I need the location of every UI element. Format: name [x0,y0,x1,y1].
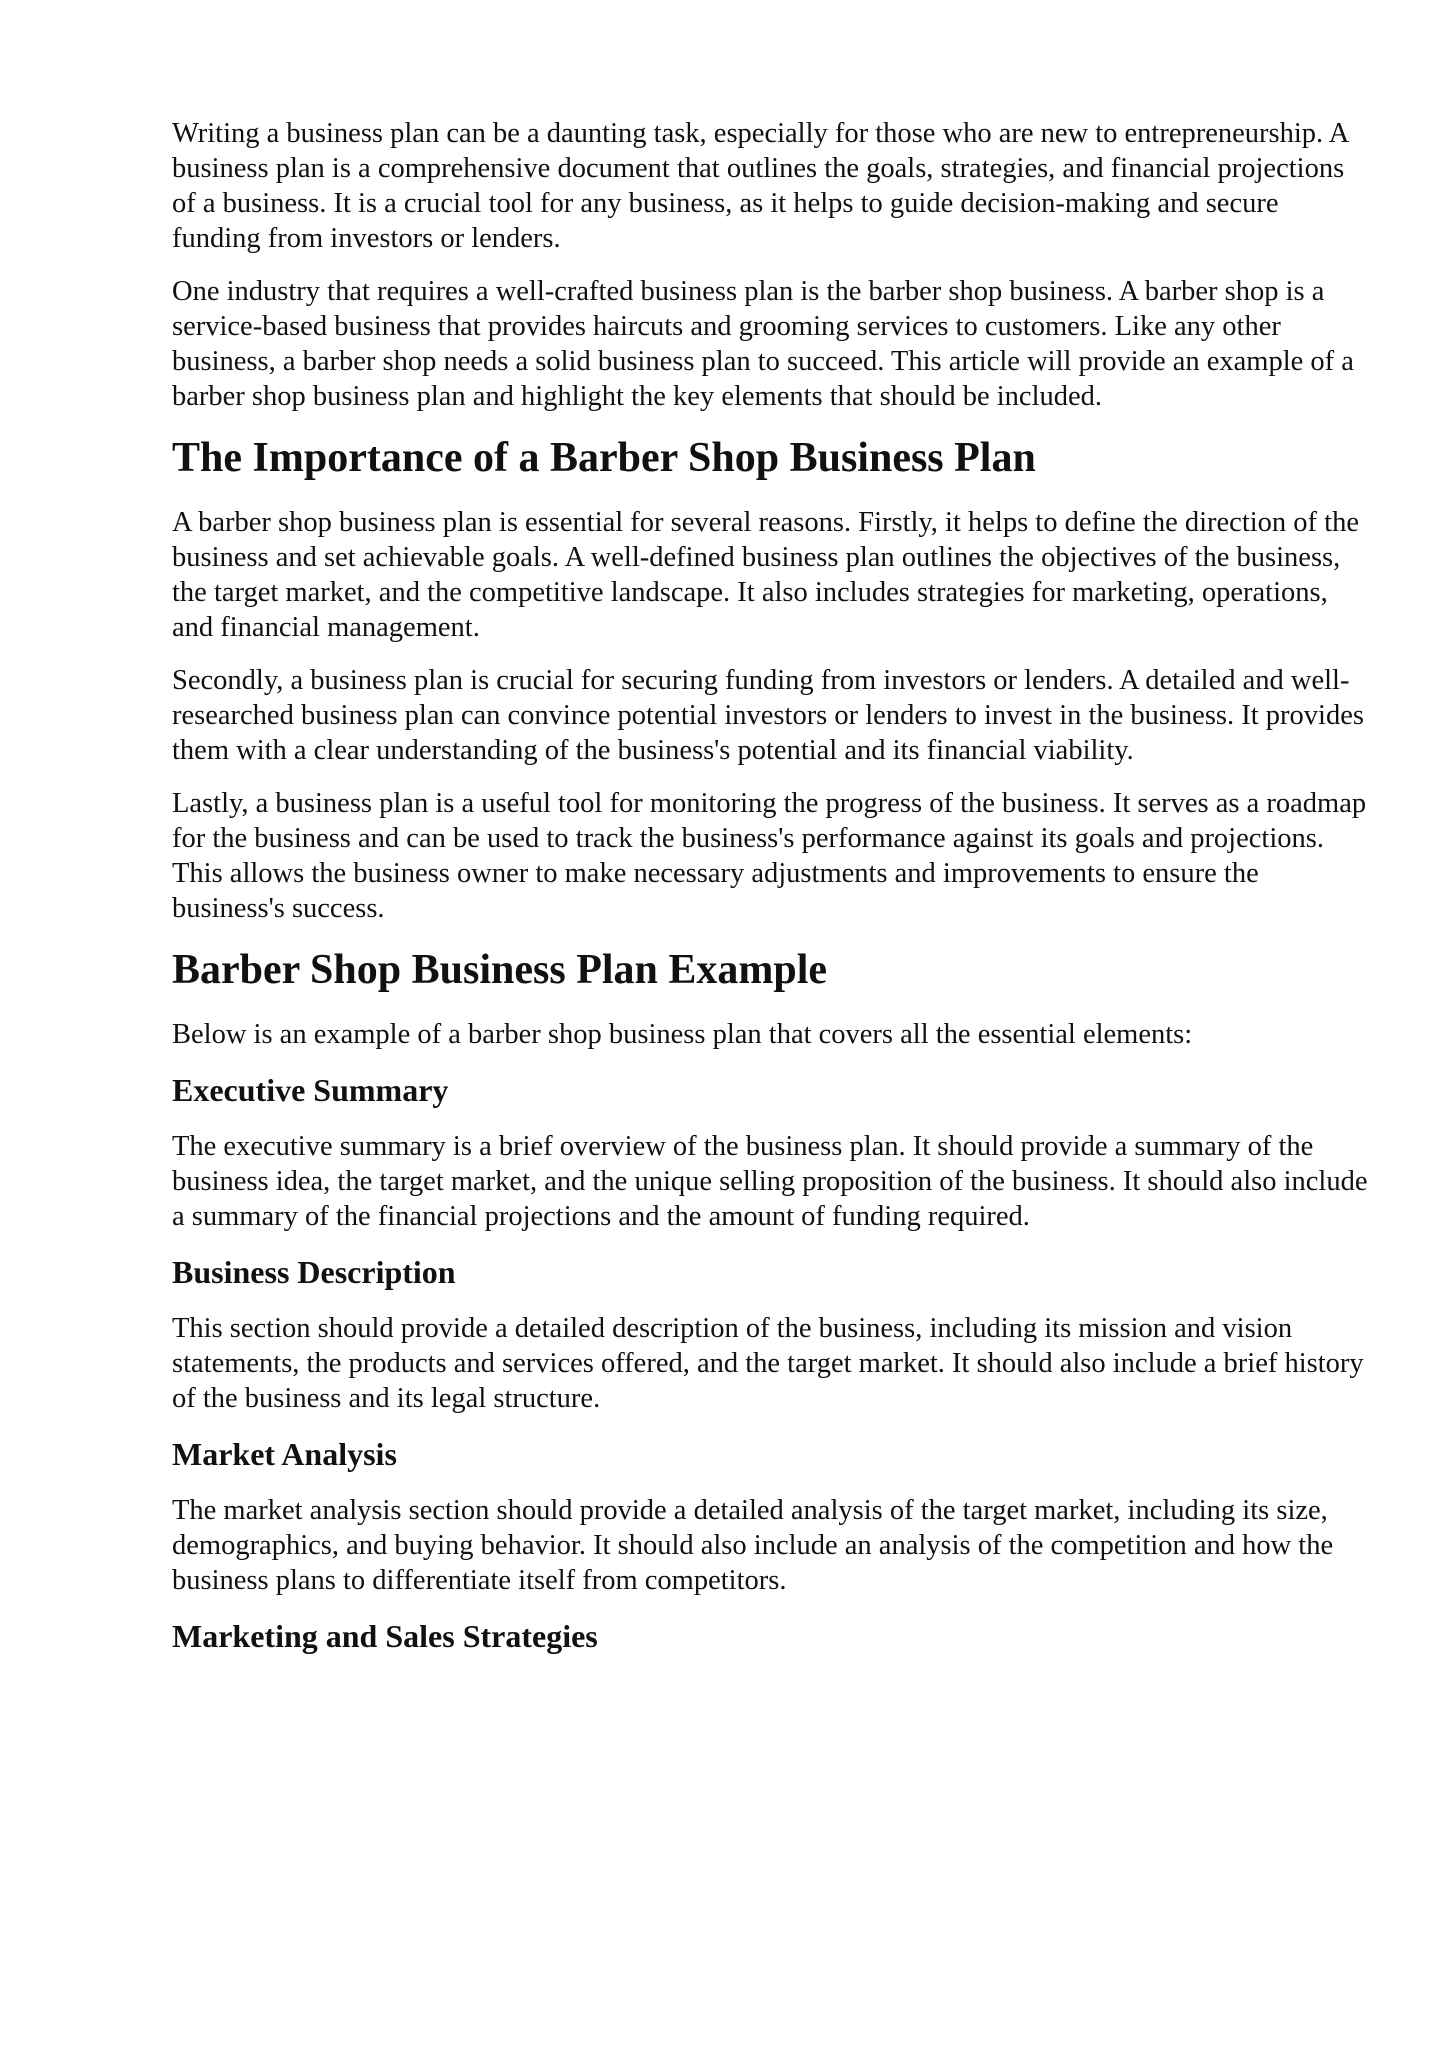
importance-paragraph-3: Lastly, a business plan is a useful tool for monitoring the progress of the business. It serves as a roadmap for the business and can be used to track the business's performance against its goals and projections. This allows the business owner to make necessary adjustments and improvements to ensure the business's success. [172,788,1367,924]
executive-summary-paragraph: The executive summary is a brief overview of the business plan. It should provide a summary of the business idea, the target market, and the unique selling proposition of the business. It should also include a summary of the financial projections and the amount of funding required. [172,1131,1368,1232]
marketing-sales-heading: Marketing and Sales Strategies [172,1618,598,1654]
intro-paragraph-1: Writing a business plan can be a daunting task, especially for those who are new to entrepreneurship. A business plan is a comprehensive document that outlines the goals, strategies, and financial projections of a business. It is a crucial tool for any business, as it helps to guide decision-making and secure funding from investors or lenders. [172,118,1348,254]
example-heading: Barber Shop Business Plan Example [172,947,828,993]
executive-summary-heading: Executive Summary [172,1072,449,1108]
importance-paragraph-2: Secondly, a business plan is crucial for securing funding from investors or lenders. A detailed and well-researched business plan can convince potential investors or lenders to invest in the business. It provides them with a clear understanding of the business's potential and its financial viability. [172,665,1364,766]
business-description-heading: Business Description [172,1254,456,1290]
importance-paragraph-1: A barber shop business plan is essential for several reasons. Firstly, it helps to define the direction of the business and set achievable goals. A well-defined business plan outlines the objectives of the business, the target market, and the competitive landscape. It also includes strategies for marketing, operations, and financial management. [172,507,1359,643]
document-page [172,116,1368,1675]
business-description-paragraph: This section should provide a detailed description of the business, including its mission and vision statements, the products and services offered, and the target market. It should also include a brief history of the business and its legal structure. [172,1313,1364,1414]
importance-heading: The Importance of a Barber Shop Business Plan [172,435,1036,481]
market-analysis-heading: Market Analysis [172,1436,397,1472]
intro-paragraph-2: One industry that requires a well-crafted business plan is the barber shop business. A barber shop is a service-based business that provides haircuts and grooming services to customers. Like any other business, a barber shop needs a solid business plan to succeed. This article will provide an example of a barber shop business plan and highlight the key elements that should be included. [172,276,1354,412]
market-analysis-paragraph: The market analysis section should provide a detailed analysis of the target market, including its size, demographics, and buying behavior. It should also include an analysis of the competition and how the business plans to differentiate itself from competitors. [172,1495,1334,1596]
example-intro-paragraph: Below is an example of a barber shop business plan that covers all the essential elements: [172,1019,1193,1050]
